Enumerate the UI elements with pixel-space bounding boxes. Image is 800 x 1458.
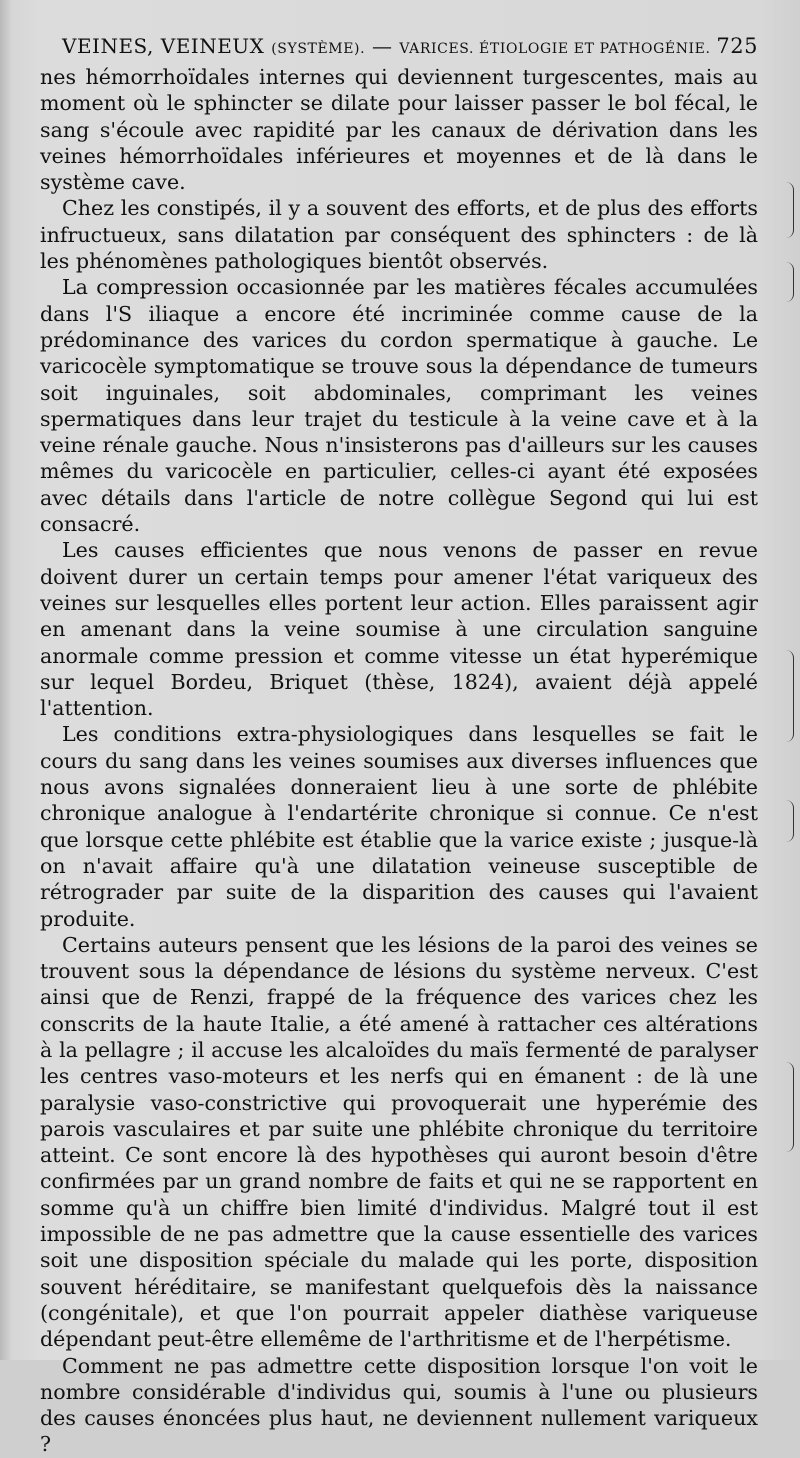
page-number: 725 (716, 34, 758, 58)
body-text (40, 64, 758, 1458)
paragraph: Comment ne pas admettre cette disposition lorsque l'on voit le nombre considérable d'individus qui, soumis à l'une ou plusieurs des causes énoncées plus haut, ne deviennent nullement variqueux ? (40, 1353, 758, 1457)
margin-annotation (783, 650, 794, 742)
margin-annotation (783, 182, 794, 238)
margin-annotation (783, 800, 794, 842)
header-dash: — (372, 34, 393, 58)
paragraph: Les causes efficientes que nous venons de passer en revue doivent durer un certain temps pour amener l'état variqueux des veines sur lesquelles elles portent leur action. Elles paraissent agir en amenant dans la veine soumise à une circulation sanguine anormale comme pression et comme vitesse un état hyperémique sur lequel Bordeu, Briquet (thèse, 1824), avaient déjà appelé l'attention. (40, 538, 758, 721)
paragraph: Certains auteurs pensent que les lésions de la paroi des veines se trouvent sous la dépendance de lésions du système nerveux. C'est ainsi que de Renzi, frappé de la fréquence des varices chez les conscrits de la haute Italie, a été amené à rattacher ces altérations à la pellagre ; il accuse les alcaloïdes du maïs fermenté de paralyser les centres vaso-moteurs et les nerfs qui en émanent : de là une paralysie vaso-constrictive qui provoquerait une hyperémie des parois vasculaires et par suite une phlébite chronique du territoire atteint. Ce sont encore là des hypothèses qui auront besoin d'être confirmées par un grand nombre de faits et qui ne se rapportent en somme qu'à un chiffre bien limité d'individus. Malgré tout il est impossible de ne pas admettre que la cause essentielle des varices soit une disposition spéciale du malade qui les porte, disposition souvent héréditaire, se manifestant quelquefois dès la naissance (congénitale), et que l'on pourrait appeler diathèse variqueuse dépendant peut-être ellemême de l'arthritisme et de l'herpétisme. (40, 932, 758, 1352)
header-system: (SYSTÈME). (271, 41, 366, 57)
paragraph: La compression occasionnée par les matières fécales accumulées dans l'S iliaque a encore été incriminée comme cause de la prédominance des varices du cordon spermatique à gauche. Le varicocèle symptomatique se trouve sous la dépendance de tumeurs soit inguinales, soit abdominales, comprimant les veines spermatiques dans leur trajet du testicule à la veine cave et à la veine rénale gauche. Nous n'insisterons pas d'ailleurs sur les causes mêmes du varicocèle en particulier, celles-ci ayant été exposées avec détails dans l'article de notre collègue Segond qui lui est consacré. (40, 275, 758, 537)
margin-annotation (783, 1062, 794, 1152)
margin-annotation (783, 262, 794, 302)
running-header (40, 34, 758, 58)
paragraph: nes hémorrhoïdales internes qui deviennent turgescentes, mais au moment où le sphincter se dilate pour laisser passer le bol fécal, le sang s'écoule avec rapidité par les canaux de dérivation dans les veines hémorrhoïdales inférieures et moyennes et de là dans le système cave. (40, 65, 758, 195)
paragraph: Chez les constipés, il y a souvent des efforts, et de plus des efforts infructueux, sans dilatation par conséquent des sphincters : de là les phénomènes pathologiques bientôt observés. (40, 196, 758, 274)
header-title: VEINES, VEINEUX (SYSTÈME). — VARICES. ÉTIOLOGIE ET PATHOGÉNIE. (62, 34, 711, 58)
header-section: VARICES. ÉTIOLOGIE ET PATHOGÉNIE. (399, 41, 711, 57)
paragraph: Les conditions extra-physiologiques dans lesquelles se fait le cours du sang dans les veines soumises aux diverses influences que nous avons signalées donneraient lieu à une sorte de phlébite chronique analogue à l'endartérite chronique si connue. Ce n'est que lorsque cette phlébite est établie que la varice existe ; jusque-là on n'avait affaire qu'à une dilatation veineuse susceptible de rétrograder par suite de la disparition des causes qui l'avaient produite. (40, 722, 758, 931)
